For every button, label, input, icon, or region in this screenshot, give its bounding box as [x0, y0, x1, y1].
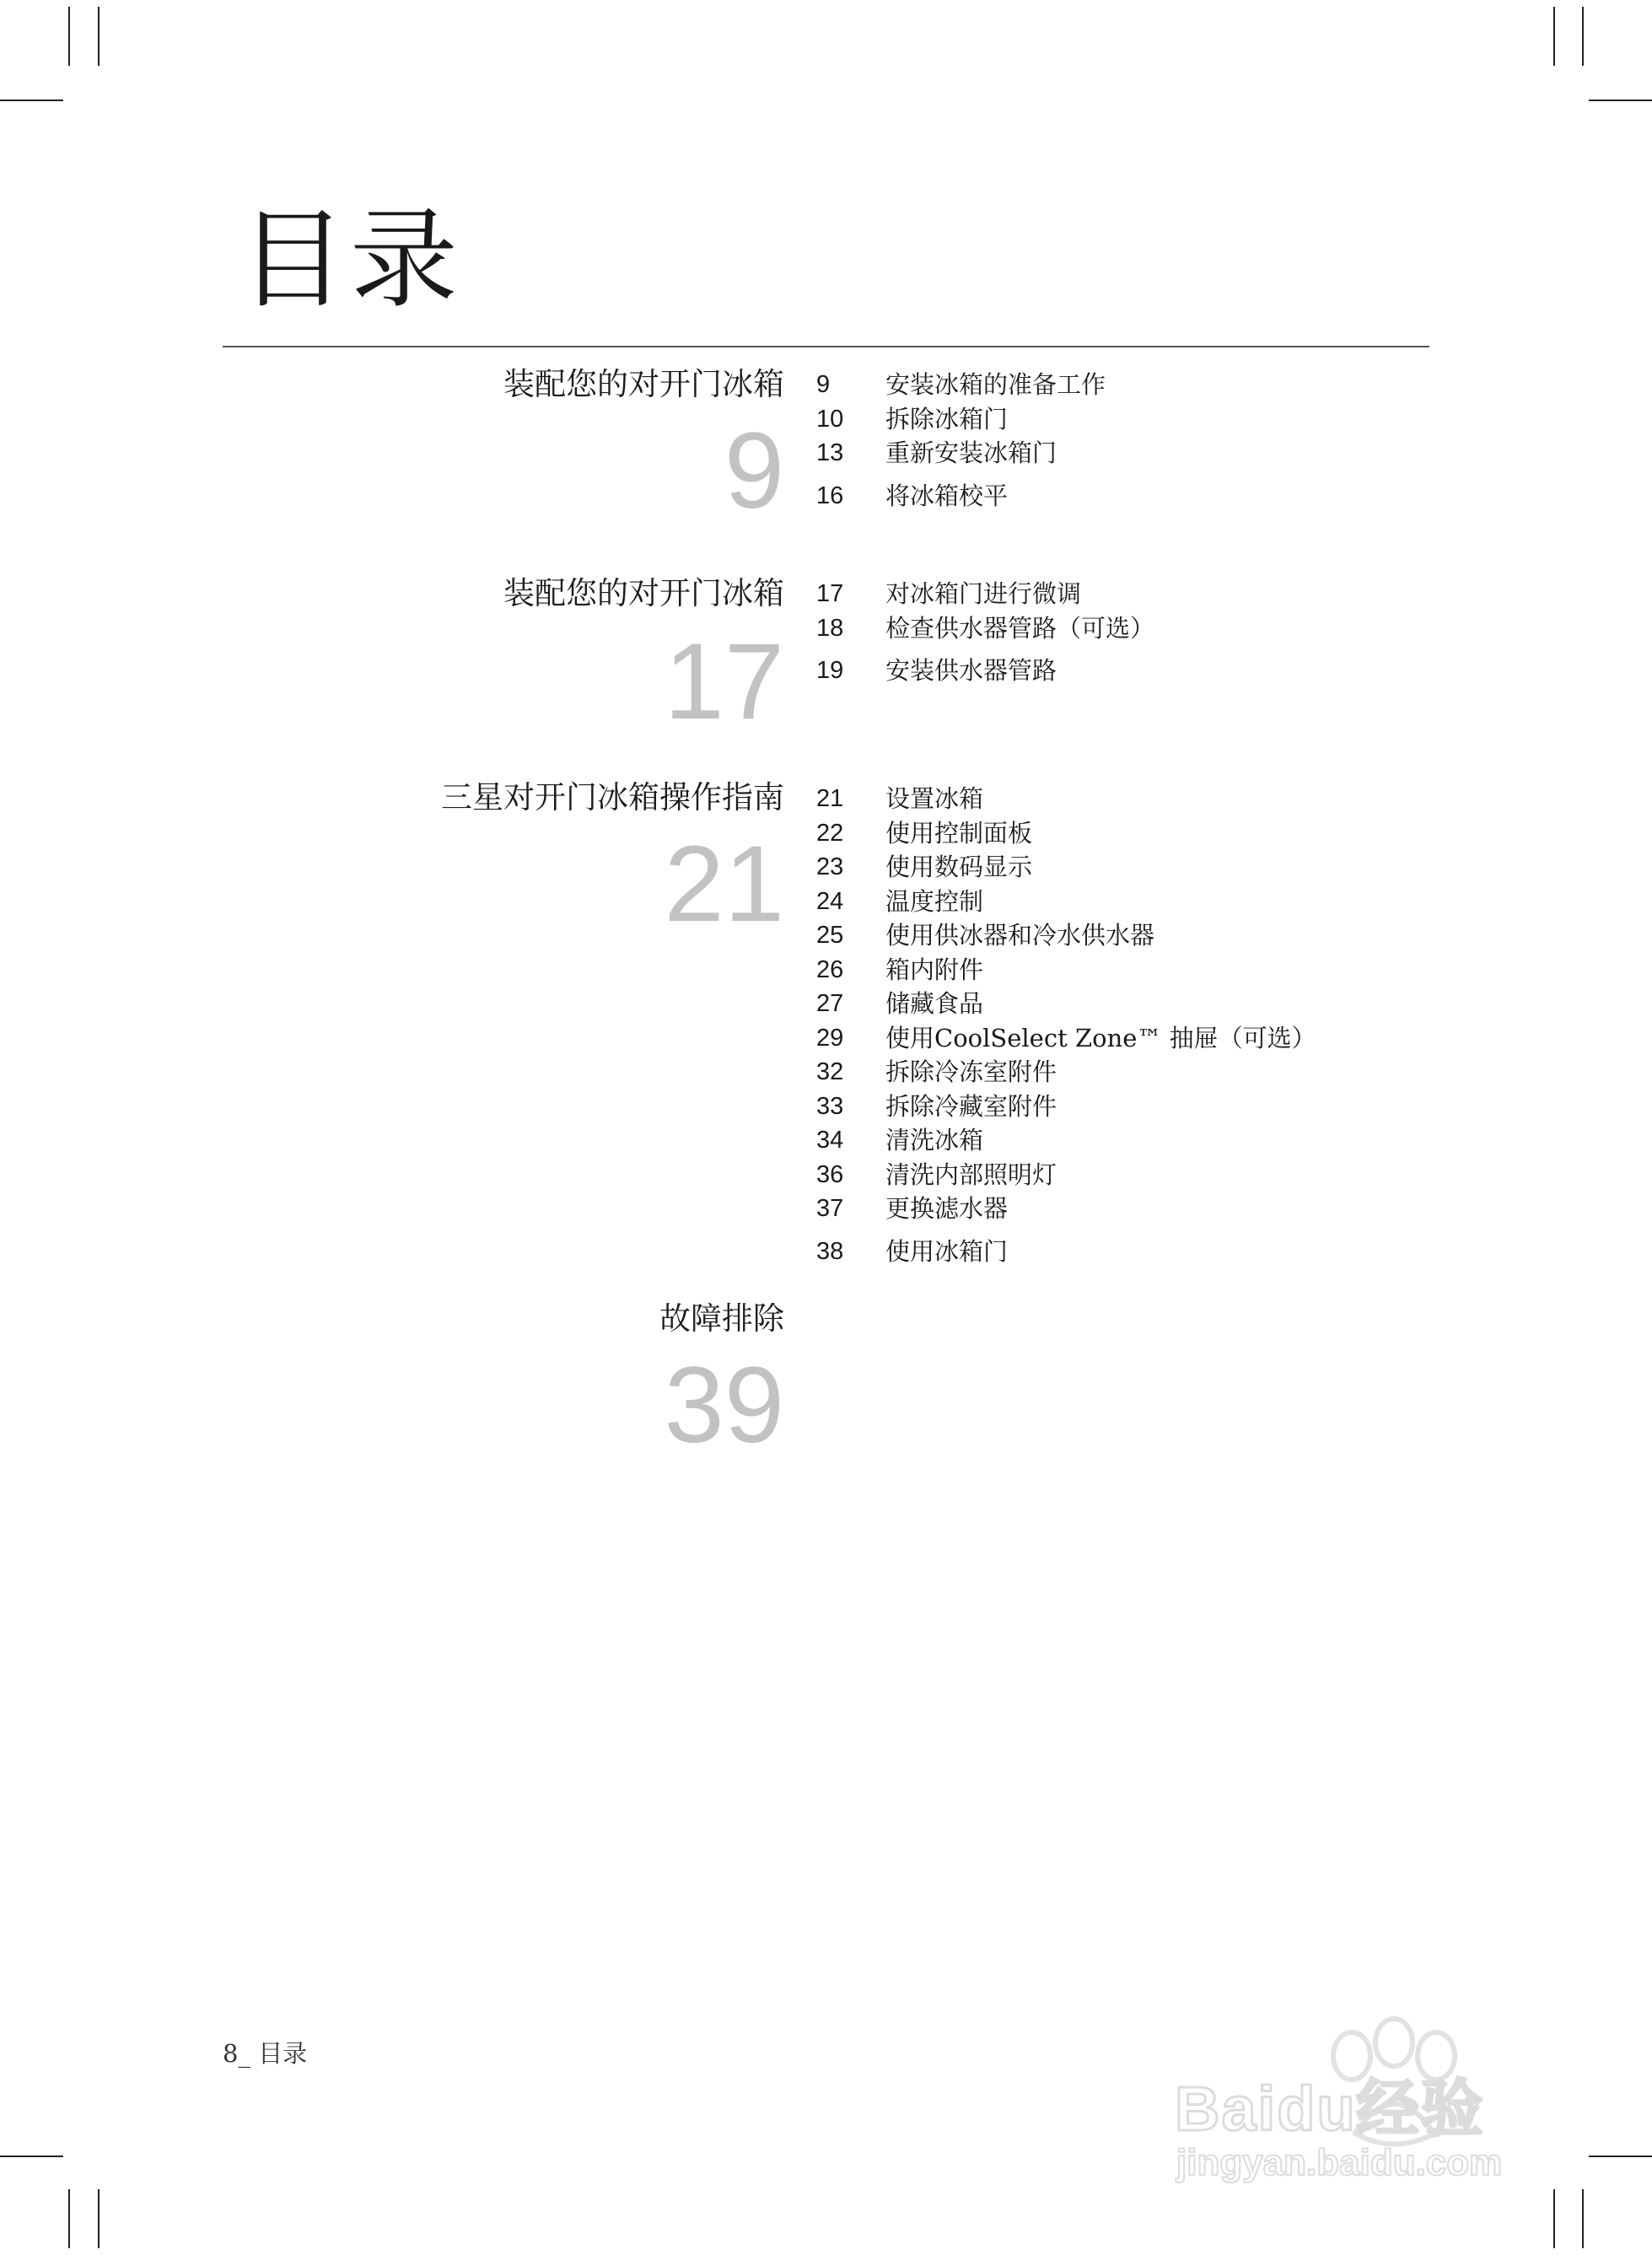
- toc-entry[interactable]: [816, 987, 1423, 1021]
- toc-entry-list: [816, 782, 1423, 1268]
- toc-entry-label: 设置冰箱: [885, 784, 984, 813]
- section-number: 21: [664, 824, 784, 945]
- toc-page-number: 9: [816, 371, 831, 398]
- section-title: 装配您的对开门冰箱: [503, 366, 784, 402]
- toc-entry-label: 拆除冷藏室附件: [885, 1091, 1057, 1121]
- toc-page-number: 29: [816, 1024, 844, 1052]
- toc-entry-label: 使用数码显示: [885, 853, 1033, 881]
- toc-entry[interactable]: [816, 1123, 1423, 1158]
- toc-entry[interactable]: [816, 885, 1423, 919]
- section-number: 39: [664, 1345, 784, 1466]
- watermark-brand: Baidu经验: [1175, 2074, 1485, 2144]
- toc-entry-label: 将冰箱校平: [885, 481, 1009, 510]
- crop-mark: [68, 2189, 70, 2248]
- toc-entry[interactable]: [816, 654, 1423, 688]
- toc-page-number: 37: [816, 1195, 844, 1222]
- toc-entry[interactable]: [816, 577, 1423, 611]
- toc-entry-label: 拆除冷冻室附件: [885, 1058, 1057, 1086]
- toc-entry-label: 清洗内部照明灯: [885, 1160, 1057, 1189]
- toc-entry[interactable]: [816, 479, 1423, 514]
- toc-entry-label: 使用控制面板: [885, 818, 1033, 848]
- toc-entry-label: 更换滤水器: [885, 1194, 1009, 1223]
- toc-entry-label: 安装供水器管路: [885, 656, 1057, 685]
- toc-entry[interactable]: [816, 1235, 1423, 1269]
- toc-entry-label: 拆除冰箱门: [885, 404, 1009, 433]
- toc-entry-label: 检查供水器管路（可选）: [885, 613, 1155, 643]
- toc-page-number: 18: [816, 614, 844, 642]
- toc-entry[interactable]: [816, 1021, 1423, 1056]
- crop-mark: [1589, 100, 1652, 101]
- toc-entry-label: 使用CoolSelect Zone™ 抽屉（可选）: [885, 1023, 1316, 1052]
- toc-page-number: 10: [816, 405, 844, 433]
- toc-page-number: 36: [816, 1160, 844, 1188]
- crop-mark: [1589, 2155, 1652, 2157]
- page-footer: 8_ 目录: [223, 2039, 308, 2068]
- section-title: 三星对开门冰箱操作指南: [441, 779, 784, 815]
- toc-page-number: 21: [816, 785, 844, 812]
- watermark-url: jingyan.baidu.com: [1176, 2142, 1503, 2183]
- toc-entry[interactable]: [816, 611, 1423, 646]
- toc-entry[interactable]: [816, 1090, 1423, 1124]
- toc-entry[interactable]: [816, 782, 1423, 816]
- toc-entry-label: 重新安装冰箱门: [885, 439, 1057, 467]
- toc-entry[interactable]: [816, 918, 1423, 953]
- toc-entry[interactable]: [816, 953, 1423, 988]
- title-divider: [223, 346, 1429, 347]
- toc-page-number: 26: [816, 955, 844, 983]
- toc-entry[interactable]: [816, 368, 1423, 402]
- toc-page-number: 33: [816, 1092, 844, 1120]
- toc-page-number: 34: [816, 1127, 844, 1154]
- section-title: 装配您的对开门冰箱: [503, 575, 784, 611]
- crop-mark: [1553, 7, 1555, 66]
- crop-mark: [98, 2189, 100, 2248]
- toc-entry-list: [816, 368, 1423, 513]
- toc-page-number: 32: [816, 1058, 844, 1085]
- page-title: 目录: [239, 197, 462, 323]
- toc-entry[interactable]: [816, 1055, 1423, 1090]
- toc-entry-label: 安装冰箱的准备工作: [885, 370, 1106, 399]
- section-number: 17: [664, 622, 784, 742]
- crop-mark: [1582, 2189, 1584, 2248]
- toc-entry-label: 对冰箱门进行微调: [885, 579, 1082, 608]
- toc-page-number: 13: [816, 439, 844, 466]
- toc-entry-label: 清洗冰箱: [885, 1126, 984, 1154]
- section-number: 9: [724, 411, 784, 531]
- toc-page-number: 38: [816, 1237, 844, 1265]
- toc-entry-label: 储藏食品: [885, 989, 984, 1018]
- toc-entry-label: 使用供冰器和冷水供水器: [885, 921, 1155, 950]
- toc-entry[interactable]: [816, 436, 1423, 471]
- toc-page-number: 27: [816, 990, 844, 1017]
- toc-page-number: 16: [816, 482, 844, 509]
- crop-mark: [98, 7, 100, 66]
- toc-page-number: 22: [816, 819, 844, 847]
- crop-mark: [1582, 7, 1584, 66]
- crop-mark: [68, 7, 70, 66]
- toc-page-number: 25: [816, 922, 844, 949]
- toc-entry[interactable]: [816, 1158, 1423, 1192]
- toc-entry[interactable]: [816, 850, 1423, 885]
- toc-entry-label: 箱内附件: [885, 955, 984, 984]
- toc-entry[interactable]: [816, 816, 1423, 851]
- toc-entry[interactable]: [816, 402, 1423, 437]
- toc-entry[interactable]: [816, 1192, 1423, 1226]
- toc-page-number: 24: [816, 887, 844, 915]
- toc-entry-label: 温度控制: [885, 886, 984, 916]
- toc-page-number: 17: [816, 580, 844, 607]
- toc-page-number: 23: [816, 853, 844, 880]
- watermark: [1168, 2007, 1564, 2201]
- crop-mark: [0, 2155, 63, 2157]
- crop-mark: [0, 100, 63, 101]
- toc-entry-label: 使用冰箱门: [885, 1236, 1009, 1266]
- section-title: 故障排除: [659, 1300, 784, 1337]
- toc-page-number: 19: [816, 657, 844, 684]
- toc-entry-list: [816, 577, 1423, 688]
